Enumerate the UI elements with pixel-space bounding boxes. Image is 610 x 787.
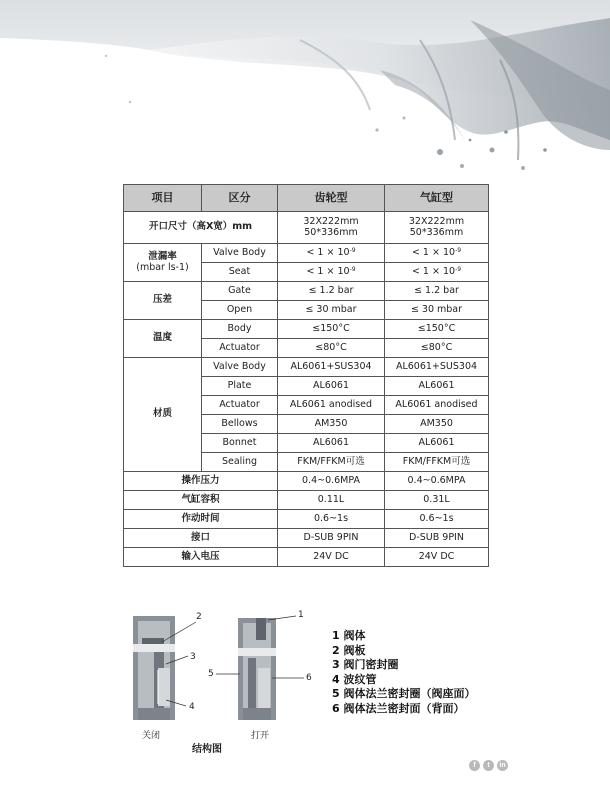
single-cylinder: 0.6~1s — [385, 510, 489, 529]
table-row-interface — [124, 529, 489, 548]
material-sub: Sealing — [202, 453, 278, 472]
table-row-cylinder-volume — [124, 491, 489, 510]
leak-seat-gear: < $1 \times 10^{-9}$ — [278, 263, 385, 282]
material-sub: Plate — [202, 377, 278, 396]
legend-item: 4 波纹管 — [332, 672, 377, 686]
material-sub: Bellows — [202, 415, 278, 434]
material-cylinder: AL6061+SUS304 — [385, 358, 489, 377]
temp-actuator-gear: ≤80°C — [278, 339, 385, 358]
single-label: 作动时间 — [124, 510, 278, 529]
callout-1: 1 — [298, 610, 304, 620]
spec-table — [123, 184, 489, 567]
opening-cylinder: 32X222mm 50*336mm — [385, 212, 489, 244]
material-gear: FKM/FFKM可选 — [278, 453, 385, 472]
material-gear: AL6061 — [278, 377, 385, 396]
header-cylinder-type: 气缸型 — [385, 185, 489, 212]
single-label: 接口 — [124, 529, 278, 548]
single-label: 气缸容积 — [124, 491, 278, 510]
temp-sub-body: Body — [202, 320, 278, 339]
temp-actuator-cylinder: ≤80°C — [385, 339, 489, 358]
closed-valve-drawing — [133, 616, 175, 720]
legend-item: 6 阀体法兰密封面（背面） — [332, 701, 465, 715]
pressure-gate-cylinder: ≤ 1.2 bar — [385, 282, 489, 301]
callout-2: 2 — [196, 612, 202, 622]
table-row-leak-body — [124, 244, 489, 263]
table-row-operating-pressure — [124, 472, 489, 491]
single-gear: 0.6~1s — [278, 510, 385, 529]
callout-lines — [162, 616, 304, 706]
pressure-sub-gate: Gate — [202, 282, 278, 301]
material-gear: AL6061+SUS304 — [278, 358, 385, 377]
material-cylinder: AL6061 anodised — [385, 396, 489, 415]
closed-label: 关闭 — [142, 731, 161, 741]
table-row-opening — [124, 212, 489, 244]
leak-sub-seat: Seat — [202, 263, 278, 282]
callout-6: 6 — [306, 673, 312, 683]
material-sub: Valve Body — [202, 358, 278, 377]
social-icons — [469, 760, 508, 771]
single-label: 操作压力 — [124, 472, 278, 491]
header-category: 区分 — [202, 185, 278, 212]
material-sub: Actuator — [202, 396, 278, 415]
table-row-pressure-gate — [124, 282, 489, 301]
open-label: 打开 — [251, 731, 270, 741]
callout-5: 5 — [208, 669, 214, 679]
material-label: 材质 — [124, 358, 202, 472]
material-gear: AL6061 — [278, 434, 385, 453]
table-row-actuation-time — [124, 510, 489, 529]
pressure-open-gear: ≤ 30 mbar — [278, 301, 385, 320]
temp-body-cylinder: ≤150°C — [385, 320, 489, 339]
facebook-icon[interactable]: f — [469, 760, 480, 771]
leak-body-gear: < $1 \times 10^{-9}$ — [278, 244, 385, 263]
leak-sub-body: Valve Body — [202, 244, 278, 263]
water-splash-image — [0, 0, 610, 180]
table-header-row — [124, 185, 489, 212]
table-row-material-body — [124, 358, 489, 377]
pressure-sub-open: Open — [202, 301, 278, 320]
legend-item: 1 阀体 — [332, 629, 366, 642]
temperature-label: 温度 — [124, 320, 202, 358]
temp-sub-actuator: Actuator — [202, 339, 278, 358]
callout-4: 4 — [189, 702, 195, 712]
single-label: 输入电压 — [124, 548, 278, 567]
single-gear: 0.4~0.6MPA — [278, 472, 385, 491]
material-cylinder: AM350 — [385, 415, 489, 434]
table-row-input-voltage — [124, 548, 489, 567]
material-gear: AM350 — [278, 415, 385, 434]
pressure-label: 压差 — [124, 282, 202, 320]
twitter-icon[interactable]: t — [483, 760, 494, 771]
legend-item: 2 阀板 — [332, 643, 366, 657]
diagram-caption: 结构图 — [192, 744, 222, 755]
single-gear: D-SUB 9PIN — [278, 529, 385, 548]
table-row-temp-body — [124, 320, 489, 339]
single-cylinder: 24V DC — [385, 548, 489, 567]
single-cylinder: D-SUB 9PIN — [385, 529, 489, 548]
material-cylinder: FKM/FFKM可选 — [385, 453, 489, 472]
legend-item: 3 阀门密封圈 — [332, 658, 399, 672]
header-gear-type: 齿轮型 — [278, 185, 385, 212]
single-gear: 24V DC — [278, 548, 385, 567]
material-sub: Bonnet — [202, 434, 278, 453]
leak-body-cylinder: < $1 \times 10^{-9}$ — [385, 244, 489, 263]
opening-gear: 32X222mm 50*336mm — [278, 212, 385, 244]
leak-seat-cylinder: < $1 \times 10^{-9}$ — [385, 263, 489, 282]
pressure-open-cylinder: ≤ 30 mbar — [385, 301, 489, 320]
open-valve-drawing — [238, 618, 276, 720]
single-gear: 0.11L — [278, 491, 385, 510]
material-cylinder: AL6061 — [385, 377, 489, 396]
opening-label: 开口尺寸（高X宽）mm — [124, 212, 278, 244]
single-cylinder: 0.31L — [385, 491, 489, 510]
material-cylinder: AL6061 — [385, 434, 489, 453]
temp-body-gear: ≤150°C — [278, 320, 385, 339]
linkedin-icon[interactable]: in — [497, 760, 508, 771]
part-legend — [332, 629, 475, 717]
material-gear: AL6061 anodised — [278, 396, 385, 415]
leak-label: 泄漏率 (mbar ls-1) — [124, 244, 202, 282]
header-item: 项目 — [124, 185, 202, 212]
legend-item: 5 阀体法兰密封圈（阀座面） — [332, 687, 476, 701]
single-cylinder: 0.4~0.6MPA — [385, 472, 489, 491]
pressure-gate-gear: ≤ 1.2 bar — [278, 282, 385, 301]
callout-3: 3 — [190, 652, 196, 662]
